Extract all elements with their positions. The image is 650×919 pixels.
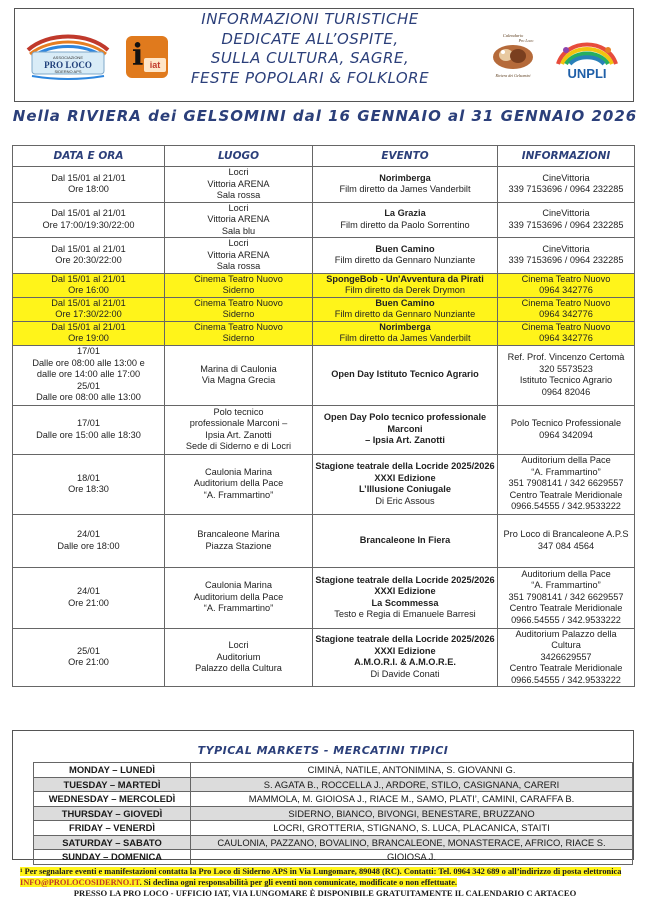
event-place-cell-line: Caulonia Marina: [205, 580, 272, 591]
svg-text:SIDERNO APS: SIDERNO APS: [54, 69, 82, 74]
event-row: [13, 238, 635, 274]
event-date-cell: [13, 628, 165, 687]
event-info-cell-line: 0966.54555 / 342.9533222: [511, 501, 621, 512]
event-title-cell-line: L’Illusione Coniugale: [359, 484, 451, 494]
market-places: LOCRI, GROTTERIA, STIGNANO, S. LUCA, PLACANICA, STAITI: [191, 821, 633, 836]
calendar-logo: [484, 30, 542, 80]
event-info-cell: [498, 628, 635, 687]
market-places: CIMINÀ, NATILE, ANTONIMINA, S. GIOVANNI G.: [191, 763, 633, 778]
event-row: [13, 405, 635, 454]
event-info-cell: [498, 454, 635, 514]
event-date-cell-line: Ore 18:30: [68, 484, 109, 494]
event-place-cell: [165, 273, 313, 297]
event-title-cell: [313, 297, 498, 321]
event-place-cell: [165, 454, 313, 514]
market-places: CAULONIA, PAZZANO, BOVALINO, BRANCALEONE, MONASTERACE, AFRICO, RIACE S.: [191, 835, 633, 850]
event-date-cell: [13, 514, 165, 567]
event-info-cell-line: Istituto Tecnico Agrario: [519, 375, 613, 385]
event-info-cell-line: 0966.54555 / 342.9533222: [511, 614, 621, 625]
event-place-cell-line: Brancaleone Marina: [197, 529, 280, 539]
event-row: [13, 628, 635, 687]
event-place-cell-line: professionale Marconi –: [189, 418, 288, 428]
event-place-cell: [165, 345, 313, 405]
event-info-cell: [498, 345, 635, 405]
markets-title: TYPICAL MARKETS - MERCATINI TIPICI: [197, 744, 449, 757]
event-title-cell-line: Buen Camino: [375, 297, 435, 308]
title-line: INFORMAZIONI TURISTICHE: [201, 10, 419, 28]
market-places: SIDERNO, BIANCO, BIVONGI, BENESTARE, BRUZZANO: [191, 806, 633, 821]
event-info-cell-line: “A. Frammartino”: [531, 466, 601, 477]
event-info-cell-line: “A. Frammartino”: [531, 580, 601, 591]
event-place-cell: [165, 567, 313, 628]
column-header-event: EVENTO: [313, 146, 498, 167]
market-row: [34, 850, 633, 865]
event-date-cell-line: 25/01: [77, 380, 100, 391]
market-day: MONDAY – LUNEDÌ: [34, 763, 191, 778]
event-date-cell: [13, 238, 165, 274]
event-info-cell-line: Cinema Teatro Nuovo: [521, 297, 611, 308]
market-day: TUESDAY – MARTEDÌ: [34, 777, 191, 792]
column-header-date: DATA E ORA: [13, 146, 165, 167]
event-title-cell-line: Norimberga: [379, 321, 431, 332]
event-info-cell-line: Polo Tecnico Professionale: [510, 418, 622, 428]
event-title-cell-line: Stagione teatrale della Locride 2025/2026: [315, 461, 495, 471]
event-info-cell-line: 0964 342776: [539, 285, 593, 295]
event-place-cell-line: Vittoria ARENA: [207, 214, 270, 224]
event-title-cell: [313, 405, 498, 454]
event-place-cell-line: Sala blu: [221, 225, 256, 236]
svg-text:PRO LOCO: PRO LOCO: [44, 60, 92, 70]
event-place-cell-line: Siderno: [222, 309, 255, 319]
event-info-cell-line: Centro Teatrale Meridionale: [509, 603, 623, 614]
event-date-cell-line: Dal 15/01 al 21/01: [51, 172, 126, 183]
event-title-cell: [313, 514, 498, 567]
event-date-cell: [13, 454, 165, 514]
market-day: SUNDAY – DOMENICA: [34, 850, 191, 865]
event-row: [13, 514, 635, 567]
footer-email-link[interactable]: INFO@PROLOCOSIDERNO.IT: [20, 878, 140, 887]
event-title-cell-line: XXXI Edizione: [374, 645, 436, 656]
event-title-cell-line: Brancaleone In Fiera: [359, 534, 451, 545]
event-title-cell-line: Buen Camino: [375, 243, 435, 254]
svg-text:UNPLI: UNPLI: [567, 66, 607, 81]
column-header-place: LUOGO: [165, 146, 313, 167]
event-title-cell: [313, 454, 498, 514]
event-title-cell-line: Norimberga: [379, 172, 431, 183]
markets-table: [33, 762, 633, 865]
event-info-cell-line: CineVittoria: [542, 243, 590, 254]
market-day: SATURDAY – SABATO: [34, 835, 191, 850]
svg-text:ASSOCIAZIONE: ASSOCIAZIONE: [52, 55, 84, 60]
event-info-cell-line: 0964 342094: [539, 429, 593, 440]
event-date-cell-line: Dalle ore 15:00 alle 18:30: [36, 429, 141, 440]
event-place-cell-line: Auditorium della Pace: [193, 591, 284, 602]
event-date-cell-line: Ore 17:30/22:00: [55, 309, 122, 319]
event-info-cell-line: 339 7153696 / 0964 232285: [508, 184, 624, 195]
event-info-cell-line: 0964 342776: [539, 333, 593, 343]
event-info-cell-line: 0966.54555 / 342.9533222: [511, 674, 621, 685]
event-date-cell-line: Ore 18:00: [68, 184, 109, 195]
svg-text:Calendario: Calendario: [502, 33, 524, 38]
event-info-cell-line: 351 7908141 / 342 6629557: [508, 591, 624, 602]
event-title-cell: [313, 238, 498, 274]
event-info-cell-line: 347 084 4564: [537, 540, 595, 551]
event-row: [13, 345, 635, 405]
market-row: [34, 777, 633, 792]
event-place-cell-line: Sala rossa: [216, 261, 261, 271]
event-info-cell-line: Centro Teatrale Meridionale: [509, 489, 623, 500]
event-date-cell: [13, 297, 165, 321]
event-date-cell-line: 18/01: [77, 472, 100, 483]
event-date-cell-line: Ore 19:00: [68, 333, 109, 343]
event-title-cell: [313, 167, 498, 203]
event-date-cell-line: Ore 16:00: [68, 285, 109, 295]
event-place-cell: [165, 514, 313, 567]
event-place-cell: [165, 405, 313, 454]
event-date-cell: [13, 202, 165, 238]
event-date-cell-line: 24/01: [77, 529, 100, 539]
event-info-cell: [498, 297, 635, 321]
event-place-cell-line: Locri: [228, 640, 249, 650]
event-place-cell-line: Vittoria ARENA: [207, 178, 270, 189]
event-date-cell-line: Dal 15/01 al 21/01: [51, 321, 126, 332]
event-row: [13, 297, 635, 321]
event-place-cell: [165, 321, 313, 345]
event-date-cell-line: 17/01: [77, 346, 100, 357]
market-day: FRIDAY – VENERDÌ: [34, 821, 191, 836]
event-info-cell-line: Centro Teatrale Meridionale: [509, 663, 623, 673]
event-row: [13, 202, 635, 238]
event-place-cell-line: Cinema Teatro Nuovo: [194, 273, 283, 284]
event-place-cell: [165, 297, 313, 321]
event-info-cell-line: 0964 82046: [541, 386, 591, 397]
event-place-cell-line: “A. Frammartino”: [203, 489, 274, 500]
event-title-cell-line: SpongeBob - Un'Avventura da Pirati: [326, 273, 484, 284]
event-date-cell-line: Dal 15/01 al 21/01: [51, 273, 126, 284]
market-places: S. AGATA B., ROCCELLA J., ARDORE, STILO, CASIGNANA, CARERI: [191, 777, 633, 792]
event-info-cell-line: Cinema Teatro Nuovo: [521, 273, 611, 284]
event-title-cell-line: A.M.O.R.I. & A.M.O.R.E.: [354, 657, 456, 668]
event-title-cell-line: La Scommessa: [371, 597, 439, 608]
title-line: SULLA CULTURA, SAGRE,: [210, 49, 410, 67]
event-place-cell-line: Cinema Teatro Nuovo: [194, 297, 283, 308]
event-date-cell-line: dalle ore 14:00 alle 17:00: [36, 369, 141, 380]
event-row: [13, 273, 635, 297]
markets-body: [34, 763, 633, 865]
event-date-cell: [13, 273, 165, 297]
event-info-cell: [498, 405, 635, 454]
events-body: [13, 167, 635, 687]
event-place-cell-line: Marina di Caulonia: [200, 363, 277, 374]
footer-note: [20, 866, 630, 899]
event-date-cell-line: Dal 15/01 al 21/01: [51, 243, 126, 254]
event-row: [13, 567, 635, 628]
event-date-cell-line: Ore 21:00: [68, 657, 109, 668]
event-info-cell-line: 339 7153696 / 0964 232285: [508, 255, 624, 266]
footer-disclaimer: . Si declina ogni responsabilità per gli eventi non comunicate, modificate o non effettuate.: [139, 878, 458, 887]
event-title-cell-line: Stagione teatrale della Locride 2025/2026: [315, 634, 495, 645]
event-place-cell-line: Vittoria ARENA: [207, 249, 270, 260]
footer-last-line: PRESSO LA PRO LOCO - UFFICIO IAT, VIA LUNGOMARE È DISPONIBILE GRATUITAMENTE IL CALENDARIO C ARTACEO: [73, 888, 577, 898]
period-heading: Nella RIVIERA dei GELSOMINI dal 16 GENNAIO al 31 GENNAIO 2026: [12, 107, 638, 125]
event-date-cell: [13, 405, 165, 454]
event-title-cell: [313, 273, 498, 297]
market-places: GIOIOSA J.: [191, 850, 633, 865]
event-info-cell: [498, 238, 635, 274]
event-row: [13, 454, 635, 514]
event-info-cell-line: 351 7908141 / 342 6629557: [508, 478, 624, 489]
event-info-cell-line: 339 7153696 / 0964 232285: [508, 219, 624, 230]
event-title-cell-line: Film diretto da James Vanderbilt: [339, 333, 471, 343]
event-title-cell-line: Film diretto da Gennaro Nunziante: [334, 309, 476, 319]
event-date-cell-line: Dalle ore 18:00: [57, 540, 120, 551]
event-date-cell-line: Dalle ore 08:00 alle 13:00 e: [32, 357, 145, 368]
market-places: MAMMOLA, M. GIOIOSA J., RIACE M., SAMO, PLATI’, CAMINI, CARAFFA B.: [191, 792, 633, 807]
event-place-cell-line: Polo tecnico: [213, 406, 264, 417]
event-date-cell-line: 25/01: [77, 645, 100, 656]
event-place-cell-line: Siderno: [222, 285, 255, 295]
event-info-cell-line: 3426629557: [540, 651, 592, 662]
event-info-cell-line: 320 5573523: [539, 363, 593, 374]
title-line: FESTE POPOLARI & FOLKLORE: [190, 68, 430, 87]
event-info-cell: [498, 567, 635, 628]
market-row: [34, 806, 633, 821]
event-info-cell-line: 0964 342776: [539, 309, 593, 319]
event-place-cell-line: Cinema Teatro Nuovo: [194, 321, 283, 332]
event-place-cell: [165, 628, 313, 687]
event-info-cell-line: Cinema Teatro Nuovo: [521, 321, 611, 332]
unpli-logo: [552, 34, 622, 82]
event-title-cell: [313, 321, 498, 345]
event-place-cell-line: Locri: [228, 202, 249, 213]
event-info-cell-line: Ref. Prof. Vincenzo Certomà: [507, 352, 625, 362]
event-title-cell-line: Film diretto da James Vanderbilt: [339, 184, 471, 195]
event-place-cell: [165, 167, 313, 203]
event-title-cell: [313, 345, 498, 405]
event-info-cell: [498, 202, 635, 238]
event-date-cell: [13, 345, 165, 405]
event-place-cell-line: Caulonia Marina: [205, 466, 272, 477]
event-place-cell-line: Siderno: [222, 333, 255, 343]
event-title-cell-line: La Grazia: [384, 208, 426, 219]
iat-logo: i iat: [126, 36, 168, 78]
market-row: [34, 763, 633, 778]
event-date-cell-line: 24/01: [77, 586, 100, 596]
event-date-cell-line: Ore 17:00/19:30/22:00: [42, 219, 135, 230]
event-info-cell-line: Auditorium della Pace: [521, 455, 611, 466]
event-info-cell-line: Auditorium della Pace: [521, 568, 611, 579]
svg-text:Riviera dei Gelsomini: Riviera dei Gelsomini: [495, 73, 531, 78]
market-day: WEDNESDAY – MERCOLEDÌ: [34, 792, 191, 807]
event-title-cell-line: Di Eric Assous: [375, 495, 435, 506]
event-info-cell-line: Pro Loco di Brancaleone A.P.S: [503, 529, 629, 539]
table-header-row: [13, 146, 635, 167]
event-info-cell: [498, 514, 635, 567]
market-row: [34, 835, 633, 850]
event-place-cell-line: Sede di Siderno e di Locri: [185, 441, 292, 451]
event-title-cell-line: Open Day Istituto Tecnico Agrario: [331, 369, 479, 380]
svg-text:Pro Loco: Pro Loco: [518, 38, 534, 43]
event-row: [13, 321, 635, 345]
event-date-cell-line: Dalle ore 08:00 alle 13:00: [36, 392, 141, 403]
event-title-cell-line: Film diretto da Gennaro Nunziante: [334, 255, 476, 266]
event-title-cell-line: Di Davide Conati: [370, 668, 440, 679]
column-header-info: INFORMAZIONI: [498, 146, 635, 167]
event-date-cell-line: 17/01: [77, 418, 100, 428]
event-info-cell: [498, 167, 635, 203]
proloco-logo: [24, 28, 112, 82]
event-title-cell-line: Open Day Polo tecnico professionale Marconi: [323, 412, 487, 434]
footer-contact-text: [20, 867, 621, 887]
event-place-cell-line: Auditorium: [216, 651, 261, 662]
event-date-cell-line: Ore 20:30/22:00: [55, 255, 122, 266]
market-row: [34, 821, 633, 836]
event-date-cell-line: Dal 15/01 al 21/01: [51, 208, 126, 219]
event-place-cell-line: Ipsia Art. Zanotti: [205, 429, 272, 440]
event-info-cell-line: CineVittoria: [542, 208, 590, 219]
event-title-cell-line: – Ipsia Art. Zanotti: [365, 435, 445, 446]
event-title-cell-line: Film diretto da Paolo Sorrentino: [340, 219, 470, 230]
event-title-cell-line: Film diretto da Derek Drymon: [345, 285, 465, 295]
event-place-cell-line: “A. Frammartino”: [203, 603, 274, 614]
event-title-cell-line: XXXI Edizione: [374, 472, 436, 483]
event-info-cell-line: CineVittoria: [542, 172, 590, 183]
event-place-cell-line: Sala rossa: [216, 190, 261, 200]
event-date-cell: [13, 567, 165, 628]
event-title-cell: [313, 567, 498, 628]
title-line: DEDICATE ALL’OSPITE,: [221, 29, 399, 48]
event-place-cell-line: Via Magna Grecia: [201, 375, 276, 385]
event-info-cell: [498, 321, 635, 345]
event-title-cell-line: XXXI Edizione: [374, 586, 436, 596]
events-table: [12, 145, 635, 687]
footer-note-text: ¹ Per segnalare eventi e manifestazioni contatta la Pro Loco di Siderno APS in Via Lungomare, 89048 (RC). Contatti: Tel. 0964 342 689 o all’indirizzo di posta elettronica: [20, 867, 622, 876]
event-date-cell: [13, 321, 165, 345]
event-place-cell-line: Piazza Stazione: [205, 540, 272, 551]
event-info-cell-line: Auditorium Palazzo della Cultura: [515, 628, 617, 650]
event-place-cell-line: Locri: [228, 238, 249, 248]
event-place-cell: [165, 238, 313, 274]
event-date-cell: [13, 167, 165, 203]
market-day: THURSDAY – GIOVEDÌ: [34, 806, 191, 821]
event-place-cell-line: Auditorium della Pace: [193, 478, 284, 489]
market-row: [34, 792, 633, 807]
event-place-cell: [165, 202, 313, 238]
event-title-cell: [313, 202, 498, 238]
event-title-cell-line: Testo e Regia di Emanuele Barresi: [334, 609, 476, 619]
event-info-cell: [498, 273, 635, 297]
event-row: [13, 167, 635, 203]
event-title-cell: [313, 628, 498, 687]
event-date-cell-line: Ore 21:00: [68, 597, 109, 608]
event-date-cell-line: Dal 15/01 al 21/01: [51, 297, 126, 308]
header-title: [150, 10, 470, 88]
event-title-cell-line: Stagione teatrale della Locride 2025/2026: [315, 574, 495, 585]
event-place-cell-line: Locri: [228, 167, 249, 177]
event-place-cell-line: Palazzo della Cultura: [195, 663, 282, 673]
